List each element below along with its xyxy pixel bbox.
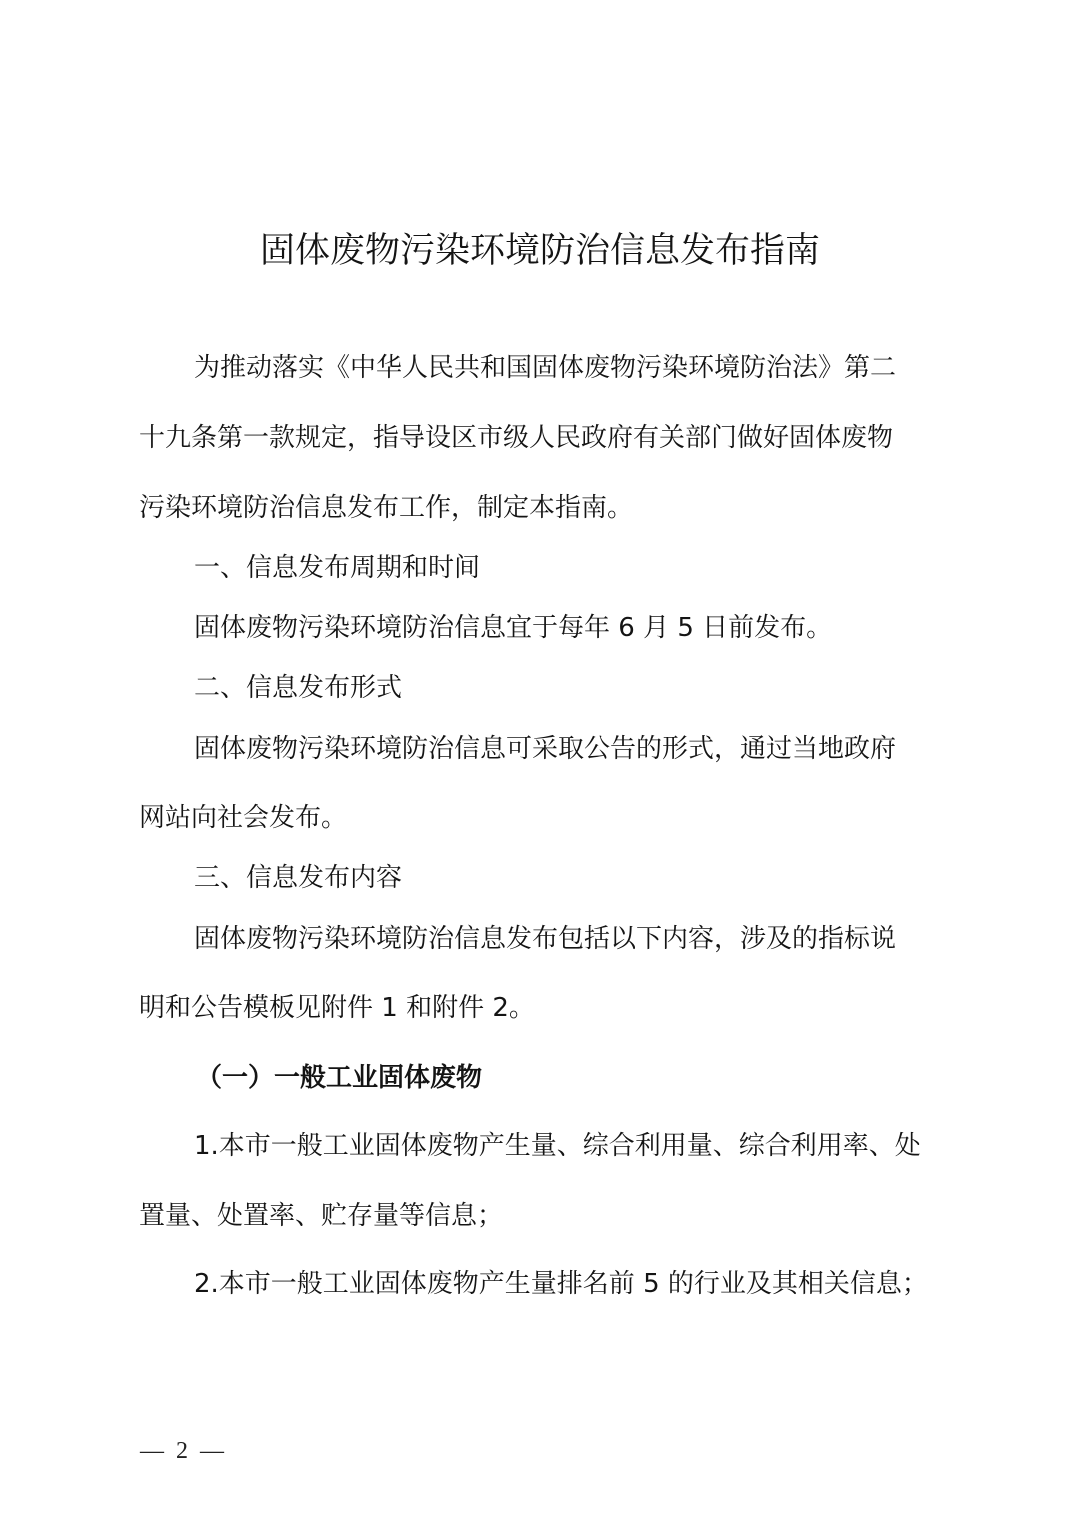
section-2-body-line-1: 固体废物污染环境防治信息可采取公告的形式，通过当地政府 <box>194 734 897 764</box>
section-3-body-line-2: 明和公告模板见附件 1 和附件 2。 <box>139 993 535 1023</box>
section-3-heading: 三、信息发布内容 <box>194 863 403 893</box>
page-title: 固体废物污染环境防治信息发布指南 <box>259 231 820 271</box>
list-item-2-line-1: 2.本市一般工业固体废物产生量排名前 5 的行业及其相关信息； <box>194 1269 928 1299</box>
section-3-body-line-1: 固体废物污染环境防治信息发布包括以下内容，涉及的指标说 <box>194 924 897 954</box>
intro-paragraph-line-2: 十九条第一款规定，指导设区市级人民政府有关部门做好固体废物 <box>139 423 894 453</box>
section-1-body-line-1: 固体废物污染环境防治信息宜于每年 6 月 5 日前发布。 <box>194 613 833 643</box>
section-1-heading: 一、信息发布周期和时间 <box>194 553 481 583</box>
section-2-body-line-2: 网站向社会发布。 <box>139 803 348 833</box>
subsection-heading: （一）一般工业固体废物 <box>196 1063 483 1093</box>
page-number: — 2 — <box>140 1438 224 1464</box>
intro-paragraph-line-1: 为推动落实《中华人民共和国固体废物污染环境防治法》第二 <box>194 353 897 383</box>
list-item-1-line-2: 置量、处置率、贮存量等信息； <box>139 1201 504 1231</box>
list-item-1-line-1: 1.本市一般工业固体废物产生量、综合利用量、综合利用率、处 <box>194 1131 921 1161</box>
section-2-heading: 二、信息发布形式 <box>194 673 403 703</box>
intro-paragraph-line-3: 污染环境防治信息发布工作，制定本指南。 <box>139 493 634 523</box>
